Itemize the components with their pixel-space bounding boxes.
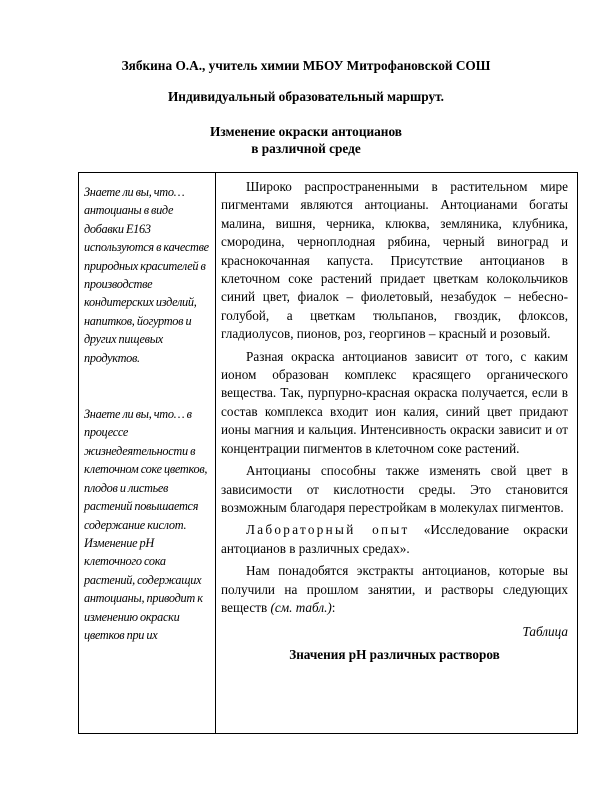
did-you-know-fact-1: Знаете ли вы, что… антоцианы в виде добавки Е163 используются в качестве природных красителей в производстве кондитерских изделий, напитков, йогуртов и других пищевых продуктов. [84,185,209,365]
table-label: Таблица [522,624,568,640]
main-text-column [221,178,568,668]
route-line: Индивидуальный образовательный маршрут. [167,89,445,104]
materials-text: Нам понадобятся экстракты антоцианов, которые вы получили на прошлом занятии, и растворы следующих веществ [221,563,568,615]
column-divider [215,173,216,733]
document-title-line2: в различной среде [251,141,361,156]
sidebar-column [84,183,212,644]
content-table [78,172,578,734]
table-title: Значения pH различных растворов [289,646,500,662]
author-line: Зябкина О.А., учитель химии МБОУ Митрофановской СОШ [121,58,491,73]
lab-experiment-label: Лабораторный опыт [246,522,410,538]
document-title-line1: Изменение окраски антоцианов [210,124,402,139]
paragraph-materials [221,562,568,617]
paragraph-color-ions: Разная окраска антоцианов зависит от того, с каким ионом образован комплекс красящего органического вещества. Так, пурпурно-красная окраска получается, если в состав комплекса входит ион калия, синий цвет придают ионы магния и кальция. Интенсивность окраски зависит и от концентрации пигментов в клеточном соке растений. [221,348,568,456]
paragraph-acidity: Антоцианы способны также изменять свой цвет в зависимости от кислотности среды. Это становится возможным благодаря перестройкам в молекулах пигментов. [221,463,568,515]
materials-colon: : [331,599,336,615]
paragraph-anthocyanins-sources: Широко распространенными в растительном мире пигментами являются антоцианы. Антоцианами богаты малина, вишня, черника, клюква, земляника, клубника, смородина, черноплодная рябина, черный виноград и краснокочанная капуста. Присутствие антоцианов в клеточном соке растений придает цветкам колокольчиков синий цвет, фиалок – фиолетовый, незабудок – небесно-голубой, а цветкам тюльпанов, гвоздик, флоксов, гладиолусов, пионов, роз, георгинов – красный и розовый. [221,179,568,342]
table-reference: (см. табл.) [270,599,332,615]
lab-experiment-title: «Исследование окраски антоцианов в различных средах». [221,522,568,556]
did-you-know-fact-2: Знаете ли вы, что… в процессе жизнедеятельности в клеточном соке цветков, плодов и листьев растений повышается содержание кислот. Изменение pH клеточного сока растений, содержащих антоцианы, приводит к изменению окраски цветков при их [84,407,208,642]
lab-experiment-heading [221,521,568,558]
